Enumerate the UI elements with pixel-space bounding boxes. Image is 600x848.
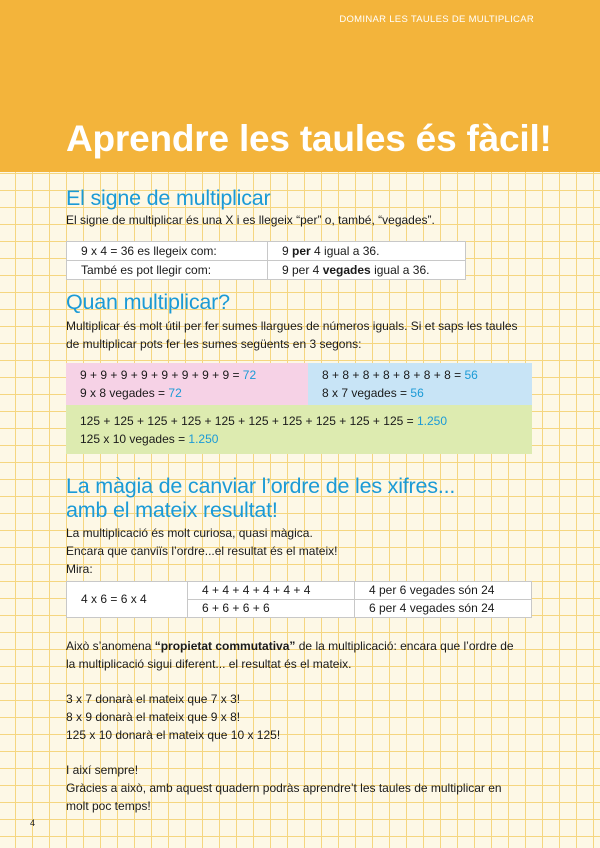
sum-result: 56: [464, 368, 478, 382]
para-bold: “propietat commutativa”: [154, 639, 296, 653]
sum-line: [80, 366, 294, 384]
page-number: 4: [30, 818, 36, 828]
cell-bold: per: [292, 244, 311, 258]
mult-text: 9 x 8 vegades =: [80, 386, 169, 400]
table-cell: 4 x 6 = 6 x 4: [67, 582, 188, 618]
table-cell: També es pot llegir com:: [67, 261, 268, 280]
running-head: DOMINAR LES TAULES DE MULTIPLICAR: [339, 14, 534, 25]
example-1: 3 x 7 donarà el mateix que 7 x 3!: [66, 692, 241, 706]
reading-table: [66, 241, 466, 280]
cell-text: 4 igual a 36.: [310, 244, 380, 258]
commutative-table: [66, 581, 532, 618]
content: [66, 186, 536, 815]
mult-result: 1.250: [188, 432, 219, 446]
para-text: de la multiplicació: encara que l’ordre de: [295, 639, 514, 653]
section-heading-sign: El signe de multiplicar: [66, 186, 271, 210]
magic-line-1: La multiplicació és molt curiosa, quasi màgica.: [66, 526, 313, 540]
table-row: [67, 582, 532, 600]
commutative-para-1: [66, 637, 536, 655]
sum-box-125: [66, 405, 532, 454]
magic-line-2: Encara que canviïs l’ordre...el resultat és el mateix!: [66, 544, 338, 558]
table-cell: 4 per 6 vegades són 24: [355, 582, 532, 600]
table-row: [67, 261, 466, 280]
cell-text: igual a 36.: [370, 263, 430, 277]
table-cell: 6 + 6 + 6 + 6: [188, 600, 355, 618]
mult-text: 125 x 10 vegades =: [80, 432, 189, 446]
mult-result: 72: [168, 386, 182, 400]
table-cell: 9 x 4 = 36 es llegeix com:: [67, 242, 268, 261]
sums-grid: [66, 363, 532, 454]
table-cell: 6 per 4 vegades són 24: [355, 600, 532, 618]
sum-line: [80, 412, 518, 430]
closing-2: Gràcies a això, amb aquest quadern podràs aprendre’t les taules de multiplicar en: [66, 781, 502, 795]
sum-line: [322, 366, 518, 384]
sum-result: 1.250: [416, 414, 448, 428]
para-text: Això s’anomena: [66, 639, 155, 653]
sum-result: 72: [242, 368, 257, 382]
header-band: [0, 0, 600, 172]
section-heading-when: Quan multiplicar?: [66, 290, 230, 314]
table-row: [67, 242, 466, 261]
example-2: 8 x 9 donarà el mateix que 9 x 8!: [66, 710, 241, 724]
mult-line: [80, 384, 294, 402]
section-heading-magic-2: amb el mateix resultat!: [66, 498, 278, 522]
sum-text: 8 + 8 + 8 + 8 + 8 + 8 + 8 =: [322, 368, 465, 382]
section-heading-magic-1: La màgia de canviar l’ordre de les xifres...: [66, 474, 456, 498]
page-title: Aprendre les taules és fàcil!: [66, 118, 552, 159]
cell-text: 9: [282, 244, 293, 258]
sign-intro: El signe de multiplicar és una X i es llegeix “per” o, també, “vegades”.: [66, 213, 435, 227]
mult-line: [80, 430, 518, 448]
sum-text: 9 + 9 + 9 + 9 + 9 + 9 + 9 + 9 =: [80, 368, 243, 382]
sum-box-nine: [66, 363, 308, 405]
closing-1: I així sempre!: [66, 763, 139, 777]
sum-text: 125 + 125 + 125 + 125 + 125 + 125 + 125 + 125 + 125 + 125 =: [80, 414, 417, 428]
table-cell: [268, 261, 466, 280]
when-line-2: de multiplicar pots fer les sumes següents en 3 segons:: [66, 337, 362, 351]
table-cell: 4 + 4 + 4 + 4 + 4 + 4: [188, 582, 355, 600]
sum-box-eight: [308, 363, 532, 405]
mult-text: 8 x 7 vegades =: [322, 386, 411, 400]
when-line-1: Multiplicar és molt útil per fer sumes llargues de números iguals. Si et saps les taules: [66, 319, 518, 333]
cell-bold: vegades: [322, 263, 371, 277]
commutative-para-2: la multiplicació sigui diferent... el resultat és el mateix.: [66, 657, 352, 671]
mult-result: 56: [410, 386, 424, 400]
magic-line-3: Mira:: [66, 562, 93, 576]
example-3: 125 x 10 donarà el mateix que 10 x 125!: [66, 728, 281, 742]
cell-text: 9 per 4: [282, 263, 323, 277]
mult-line: [322, 384, 518, 402]
closing-3: molt poc temps!: [66, 799, 151, 813]
table-cell: [268, 242, 466, 261]
